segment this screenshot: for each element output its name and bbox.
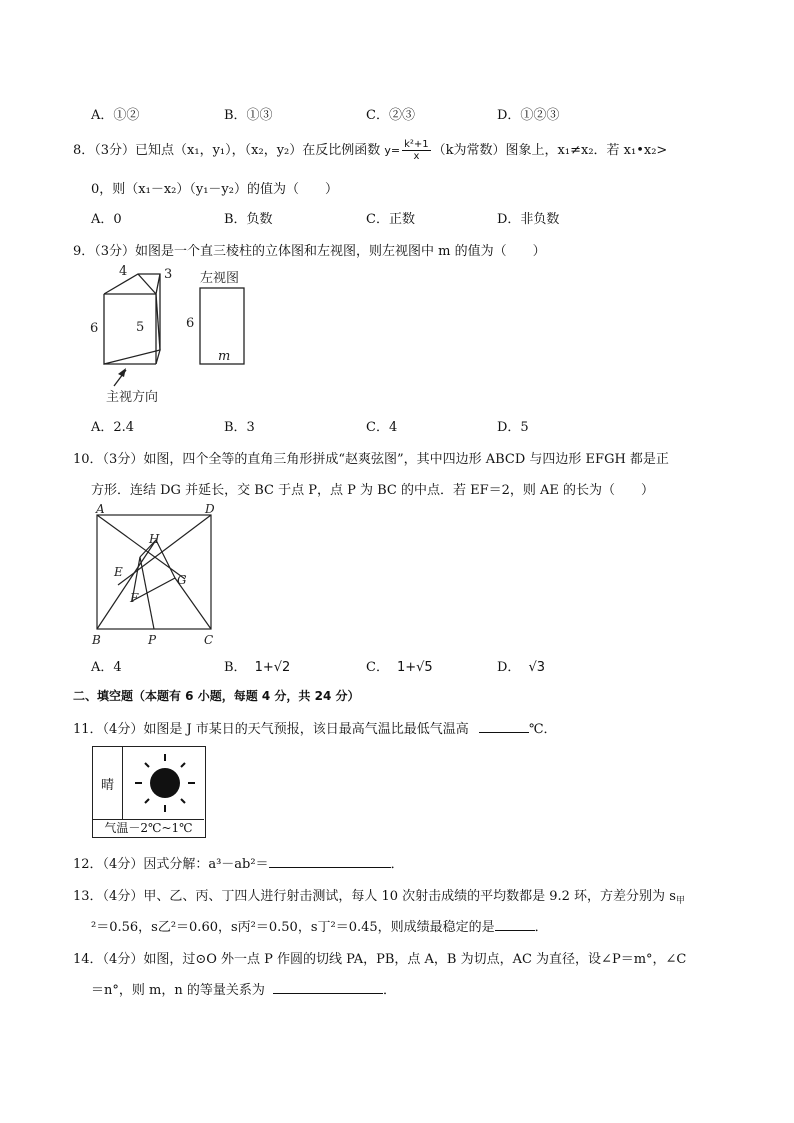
q12-line — [73, 853, 404, 872]
label-5: 5 — [136, 320, 145, 335]
q8-func-numerator: k²+1 — [404, 139, 429, 150]
label-3: 3 — [164, 267, 173, 282]
q8-points: x₁，y₁），（x₂，y₂）在反比例函数 — [187, 143, 381, 158]
q8-line1 — [73, 139, 667, 162]
q9-option-c: C．4 — [366, 420, 398, 435]
point-b: B — [92, 633, 101, 647]
q11-weather-card — [92, 746, 206, 838]
label-6-prism: 6 — [90, 321, 99, 336]
point-h: H — [149, 532, 160, 546]
q12-end: ． — [390, 857, 404, 872]
q11-text: 11．（4分）如图是 J 市某日的天气预报，该日最高气温比最低气温高 — [73, 722, 469, 737]
arrow-head-icon — [118, 368, 126, 377]
point-e: E — [114, 565, 123, 579]
temperature-range: 气温－2℃~1℃ — [93, 819, 204, 836]
q9-prism-figure — [86, 264, 256, 406]
q10-option-c-math: 1+√5 — [396, 660, 433, 675]
label-m: m — [218, 349, 231, 364]
q10-option-d: D． √3 — [497, 660, 545, 675]
left-view-title: 左视图 — [200, 271, 240, 286]
q10-option-a: A．4 — [91, 660, 122, 675]
main-direction-label: 主视方向 — [106, 390, 159, 405]
square-efgh — [132, 540, 175, 601]
q9-option-b: B．3 — [224, 420, 255, 435]
q10-line1: 10．（3分）如图，四个全等的直角三角形拼成“赵爽弦图”，其中四边形 ABCD 与四边形 EFGH 都是正 — [73, 452, 669, 467]
q10-option-b: B． 1+√2 — [224, 660, 291, 675]
q9-option-a: A．2.4 — [91, 420, 135, 435]
point-a: A — [96, 502, 105, 516]
q14-end: ． — [382, 983, 396, 998]
q12-answer-blank — [269, 855, 391, 868]
q13-line2-text: ²＝0.56，s乙²＝0.60，s丙²＝0.50，s丁²＝0.45，则成绩最稳定的是 — [91, 920, 495, 935]
q13-answer-blank — [495, 918, 535, 931]
prism-outline — [104, 274, 160, 364]
point-c: C — [204, 633, 214, 647]
q7-option-b: B．①③ — [224, 108, 273, 123]
q10-zhaoshuang-figure — [88, 502, 220, 648]
q14-answer-blank — [273, 981, 383, 994]
q10-option-d-math: √3 — [528, 660, 545, 675]
q8-fraction — [402, 139, 431, 162]
q8-option-d: D．非负数 — [497, 212, 560, 227]
q12-text: 12．（4分）因式分解：a³－ab²＝ — [73, 857, 269, 872]
q8-suffix: （k为常数）图象上，x₁≠x₂．若 x₁•x₂> — [432, 143, 668, 158]
label-6-view: 6 — [186, 316, 195, 331]
q8-option-c: C．正数 — [366, 212, 415, 227]
label-4: 4 — [119, 264, 128, 279]
q7-option-d: D．①②③ — [497, 108, 560, 123]
q9-option-d: D．5 — [497, 420, 529, 435]
q8-prefix: 8．（3分）已知点（ — [73, 143, 188, 158]
q14-line1: 14．（4分）如图，过⊙O 外一点 P 作圆的切线 PA，PB，点 A，B 为切点，AC 为直径，设∠P＝m°，∠C — [73, 952, 687, 967]
point-g: G — [177, 573, 187, 587]
q10-option-c: C． 1+√5 — [366, 660, 433, 675]
q9-text: 9．（3分）如图是一个直三棱柱的立体图和左视图，则左视图中 m 的值为（ ） — [73, 244, 546, 259]
q13-sub-jia: 甲 — [675, 896, 685, 906]
q14-line2 — [91, 979, 396, 998]
q10-option-b-math: 1+√2 — [254, 660, 291, 675]
q10-line2: 方形．连结 DG 并延长，交 BC 于点 P，点 P 为 BC 的中点．若 EF＝2，则 AE 的长为（ ） — [91, 483, 655, 498]
q13-line2 — [91, 916, 548, 935]
q11-line — [73, 718, 556, 737]
q7-option-a: A．①② — [91, 108, 140, 123]
q13-end: ． — [534, 920, 548, 935]
q11-answer-blank — [479, 720, 529, 733]
point-p: P — [148, 633, 157, 647]
q11-unit: ℃． — [528, 722, 557, 737]
sun-icon — [129, 751, 201, 815]
weather-condition: 晴 — [93, 747, 123, 819]
q13-line1-text: 13．（4分）甲、乙、丙、丁四人进行射击测试，每人 10 次射击成绩的平均数都是 9.2 环，方差分别为 s — [73, 889, 676, 904]
point-d: D — [205, 502, 215, 516]
q14-line2-text: ＝n°，则 m，n 的等量关系为 — [91, 983, 265, 998]
q13-line1 — [73, 885, 685, 906]
q8-option-a: A．0 — [91, 212, 122, 227]
q8-option-b: B．负数 — [224, 212, 273, 227]
q7-option-c: C．②③ — [366, 108, 415, 123]
section-2-heading: 二、填空题（本题有 6 小题，每题 4 分，共 24 分） — [73, 689, 360, 703]
q8-func-denominator: x — [413, 151, 420, 162]
point-f: F — [130, 591, 139, 605]
q8-func-lhs: y= — [384, 144, 401, 157]
q8-line2: 0，则（x₁－x₂）（y₁－y₂）的值为（ ） — [91, 182, 338, 197]
